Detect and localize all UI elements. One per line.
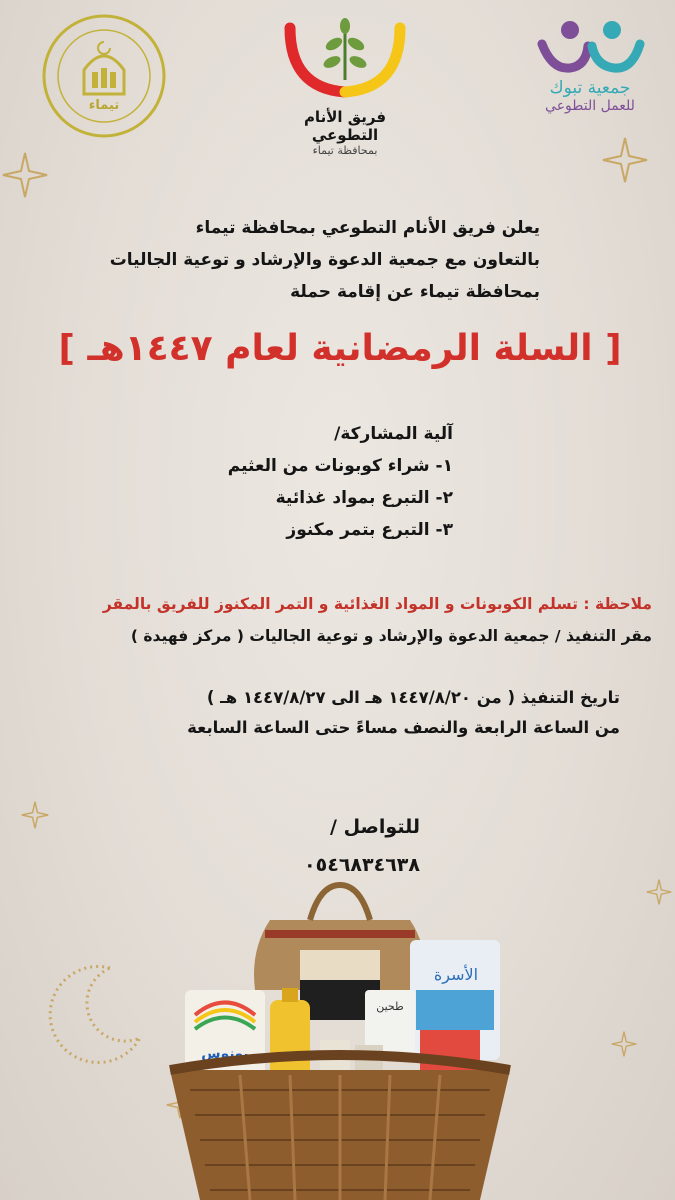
participation-item: ٣- التبرع بتمر مكنوز [286, 520, 453, 540]
star-icon [610, 1030, 638, 1058]
participation-heading: آلية المشاركة/ [334, 424, 453, 444]
note-section [20, 588, 652, 652]
intro-line-2: بالتعاون مع جمعية الدعوة والإرشاد و توعية الجاليات [109, 250, 540, 270]
note-text: : تسلم الكوبونات و المواد الغذائية و التمر المكنوز للفريق بالمقر [102, 595, 590, 613]
dawah-association-logo [40, 12, 168, 140]
tabuk-sub: للعمل التطوعي [545, 98, 635, 114]
venue-line: مقر التنفيذ / جمعية الدعوة والإرشاد و توعية الجاليات ( مركز فهيدة ) [130, 627, 652, 645]
star-icon [645, 878, 673, 906]
anam-team-logo [270, 8, 420, 158]
tabuk-name: جمعية تبوك [549, 78, 631, 98]
star-icon [600, 135, 650, 185]
intro-line-1: يعلن فريق الأنام التطوعي بمحافظة تيماء [195, 218, 540, 238]
intro-line-3: بمحافظة تيماء عن إقامة حملة [290, 282, 540, 302]
anam-team-sub: بمحافظة تيماء [312, 144, 378, 157]
logo-left-center-text: تيماء [88, 98, 120, 113]
ramadan-basket-illustration [160, 880, 520, 1200]
participation-list [123, 418, 453, 546]
star-icon [0, 150, 50, 200]
participation-item: ١- شراء كوبونات من العثيم [227, 456, 453, 476]
contact-section [150, 808, 420, 884]
flour-label: طحين [376, 1000, 404, 1013]
intro-text [60, 212, 540, 308]
tabuk-association-logo [515, 18, 665, 138]
schedule-section [20, 683, 620, 743]
schedule-hours: من الساعة الرابعة والنصف مساءً حتى الساعة السابعة [187, 718, 620, 737]
note-line [20, 588, 652, 620]
note-label: ملاحظة [594, 595, 652, 613]
contact-label: للتواصل / [330, 816, 420, 838]
star-icon [20, 800, 50, 830]
powder-label: بونوس [201, 1046, 249, 1062]
crescent-moon-icon [40, 960, 150, 1070]
campaign-title: [ السلة الرمضانية لعام ١٤٤٧هـ ] [58, 328, 622, 369]
anam-team-name: فريق الأنام التطوعي [303, 108, 387, 144]
contact-phone[interactable]: ٠٥٤٦٨٣٤٦٣٨ [304, 854, 420, 876]
participation-item: ٢- التبرع بمواد غذائية [275, 488, 453, 508]
rice-bag-label: الأسرة [433, 965, 479, 984]
schedule-dates: تاريخ التنفيذ ( من ١٤٤٧/٨/٢٠ هـ الى ١٤٤٧/٨/٢٧ هـ ) [206, 688, 620, 707]
